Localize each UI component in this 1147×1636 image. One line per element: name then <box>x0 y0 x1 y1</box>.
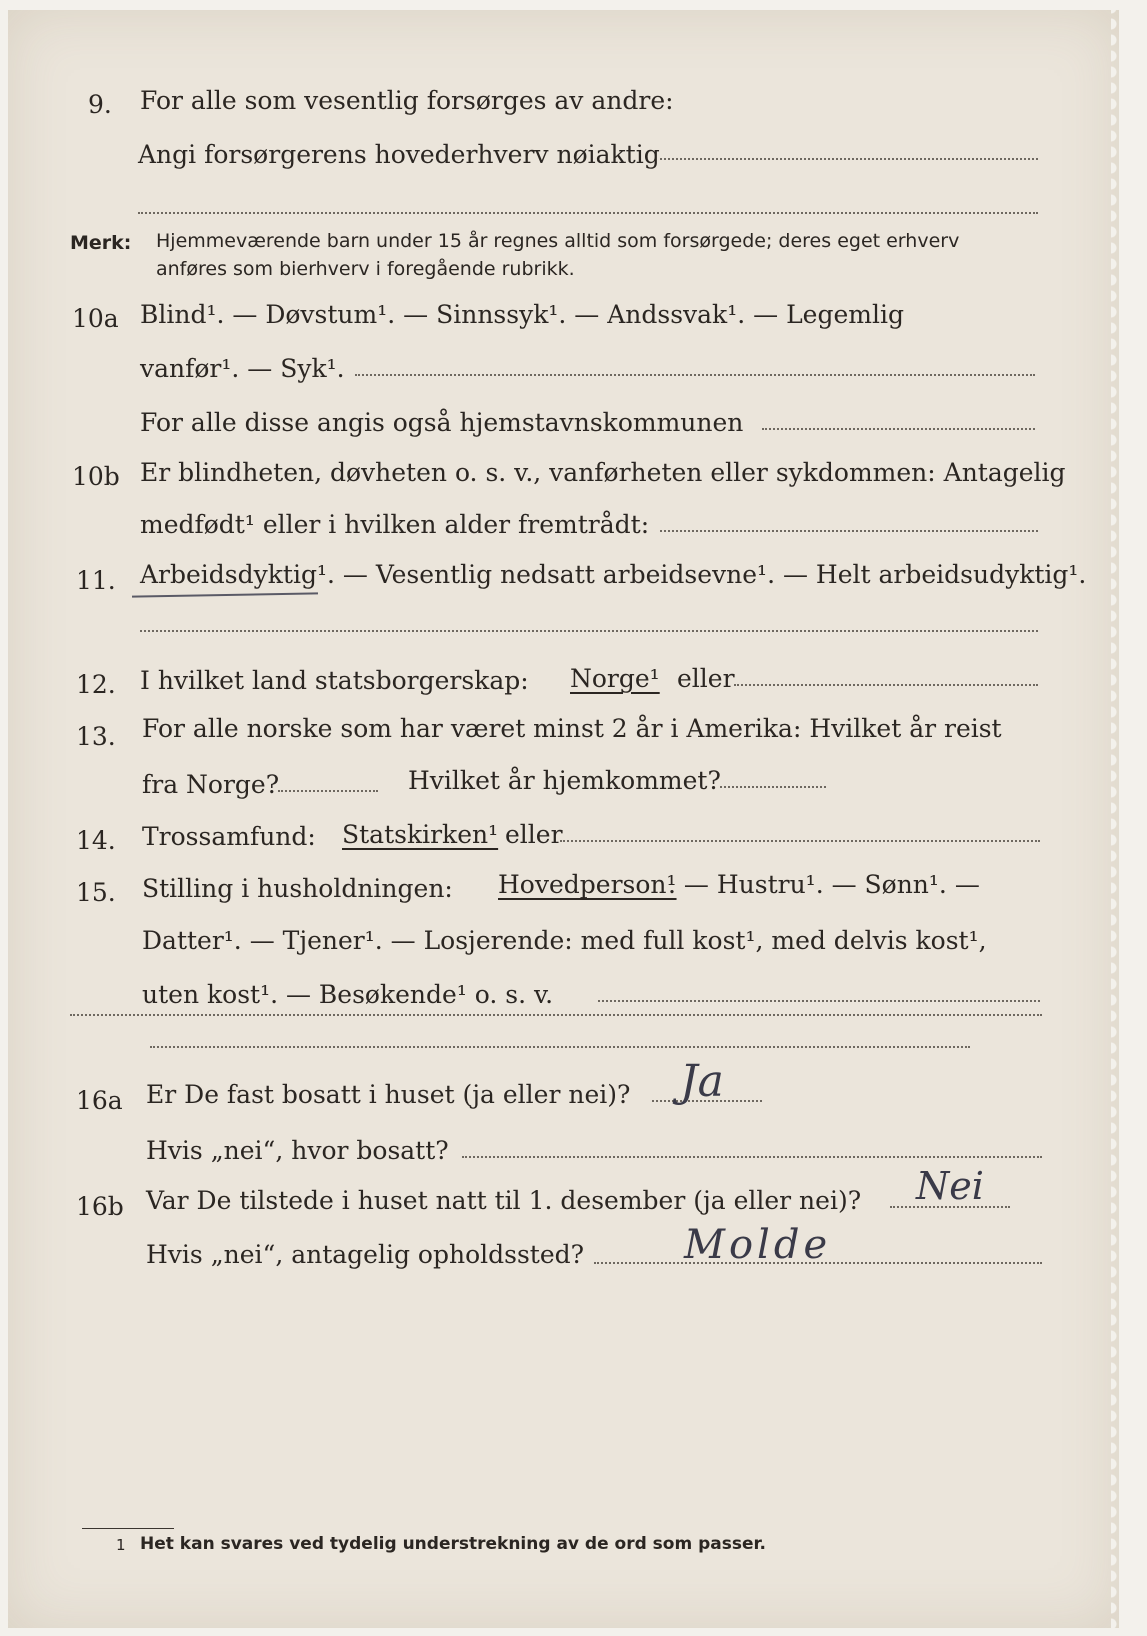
q16a-answer-handwritten: Ja <box>680 1056 724 1107</box>
q11-answer-line[interactable] <box>140 630 1038 632</box>
q10b-line1: Er blindheten, døvheten o. s. v., vanførheten eller sykdommen: Antagelig <box>140 458 1066 487</box>
q15-number: 15. <box>76 878 116 907</box>
q10b-number: 10b <box>72 462 120 491</box>
q9-answer-line[interactable] <box>660 158 1038 160</box>
q12-prefix: I hvilket land statsborgerskap: <box>140 666 529 695</box>
footnote-rule <box>82 1528 174 1529</box>
q14-answer-line[interactable] <box>560 840 1040 842</box>
q16b-line2: Hvis „nei“, antagelig opholdssted? <box>146 1240 585 1269</box>
q9-answer-line-2[interactable] <box>138 212 1038 214</box>
q16a-bosatt-line[interactable] <box>462 1156 1042 1158</box>
q15-answer-line[interactable] <box>598 1000 1040 1002</box>
q14-prefix: Trossamfund: <box>142 822 316 851</box>
q14-suffix: eller <box>505 820 563 849</box>
q10a-line3: For alle disse angis også hjemstavnskommunen <box>140 408 744 437</box>
q12-number: 12. <box>76 670 116 699</box>
q16a-line1: Er De fast bosatt i huset (ja eller nei)? <box>146 1080 631 1109</box>
merk-line2: anføres som bierhverv i foregående rubrikk. <box>156 258 575 280</box>
q10a-number: 10a <box>72 304 119 333</box>
q16a-number: 16a <box>76 1086 123 1115</box>
q10a-answer-line[interactable] <box>355 374 1035 376</box>
q13-number: 13. <box>76 722 116 751</box>
merk-label: Merk: <box>70 232 132 254</box>
footnote-text: Het kan svares ved tydelig understrekning av de ord som passer. <box>140 1534 766 1554</box>
q16a-line2: Hvis „nei“, hvor bosatt? <box>146 1136 449 1165</box>
q10b-line2: medfødt¹ eller i hvilken alder fremtrådt: <box>140 510 650 539</box>
q15-line3: uten kost¹. — Besøkende¹ o. s. v. <box>142 980 554 1009</box>
perforated-edge <box>1119 0 1147 1636</box>
merk-line1: Hjemmeværende barn under 15 år regnes alltid som forsørgede; deres eget erhverv <box>156 230 960 252</box>
q14-number: 14. <box>76 826 116 855</box>
q12-answer-line[interactable] <box>734 684 1038 686</box>
q15-answer-line-3[interactable] <box>150 1046 970 1048</box>
q13-line1: For alle norske som har været minst 2 år i Amerika: Hvilket år reist <box>142 714 1002 743</box>
footnote-mark: 1 <box>116 1536 126 1554</box>
q15-line2: Datter¹. — Tjener¹. — Losjerende: med full kost¹, med delvis kost¹, <box>142 926 987 955</box>
q16b-number: 16b <box>76 1192 124 1221</box>
q13-line2a: fra Norge? <box>142 770 280 799</box>
q15-answer-line-2[interactable] <box>70 1014 1042 1016</box>
paper-sheet <box>8 10 1120 1628</box>
q11-number: 11. <box>76 566 116 595</box>
q13-reist-line[interactable] <box>278 790 378 792</box>
q16b-place-handwritten: Molde <box>684 1222 832 1268</box>
q14-choice-statskirken[interactable]: Statskirken¹ <box>342 820 499 849</box>
q11-line1: Arbeidsdyktig¹. — Vesentlig nedsatt arbeidsevne¹. — Helt arbeidsudyktig¹. <box>140 560 1087 589</box>
q10a-line2: vanfør¹. — Syk¹. <box>140 354 345 383</box>
q12-suffix: eller <box>677 664 735 693</box>
q15-prefix: Stilling i husholdningen: <box>142 874 453 903</box>
q10a-home-line[interactable] <box>762 428 1035 430</box>
q15-choice-hovedperson[interactable]: Hovedperson¹ <box>498 870 677 899</box>
q9-number: 9. <box>88 90 112 119</box>
q16b-line1: Var De tilstede i huset natt til 1. desember (ja eller nei)? <box>146 1186 862 1215</box>
q9-line2: Angi forsørgerens hovederhverv nøiaktig <box>138 140 660 169</box>
q16b-answer-handwritten: Nei <box>916 1164 984 1208</box>
q10a-line1: Blind¹. — Døvstum¹. — Sinnssyk¹. — Andssvak¹. — Legemlig <box>140 300 904 329</box>
q12-choice-norge[interactable]: Norge¹ <box>570 664 660 693</box>
q15-rest1: . — Hustru¹. — Sønn¹. — <box>668 870 980 899</box>
q13-line2b: Hvilket år hjemkommet? <box>408 766 721 795</box>
q10b-answer-line[interactable] <box>660 530 1038 532</box>
q9-line1: For alle som vesentlig forsørges av andre: <box>140 86 674 115</box>
q13-hjem-line[interactable] <box>720 786 826 788</box>
